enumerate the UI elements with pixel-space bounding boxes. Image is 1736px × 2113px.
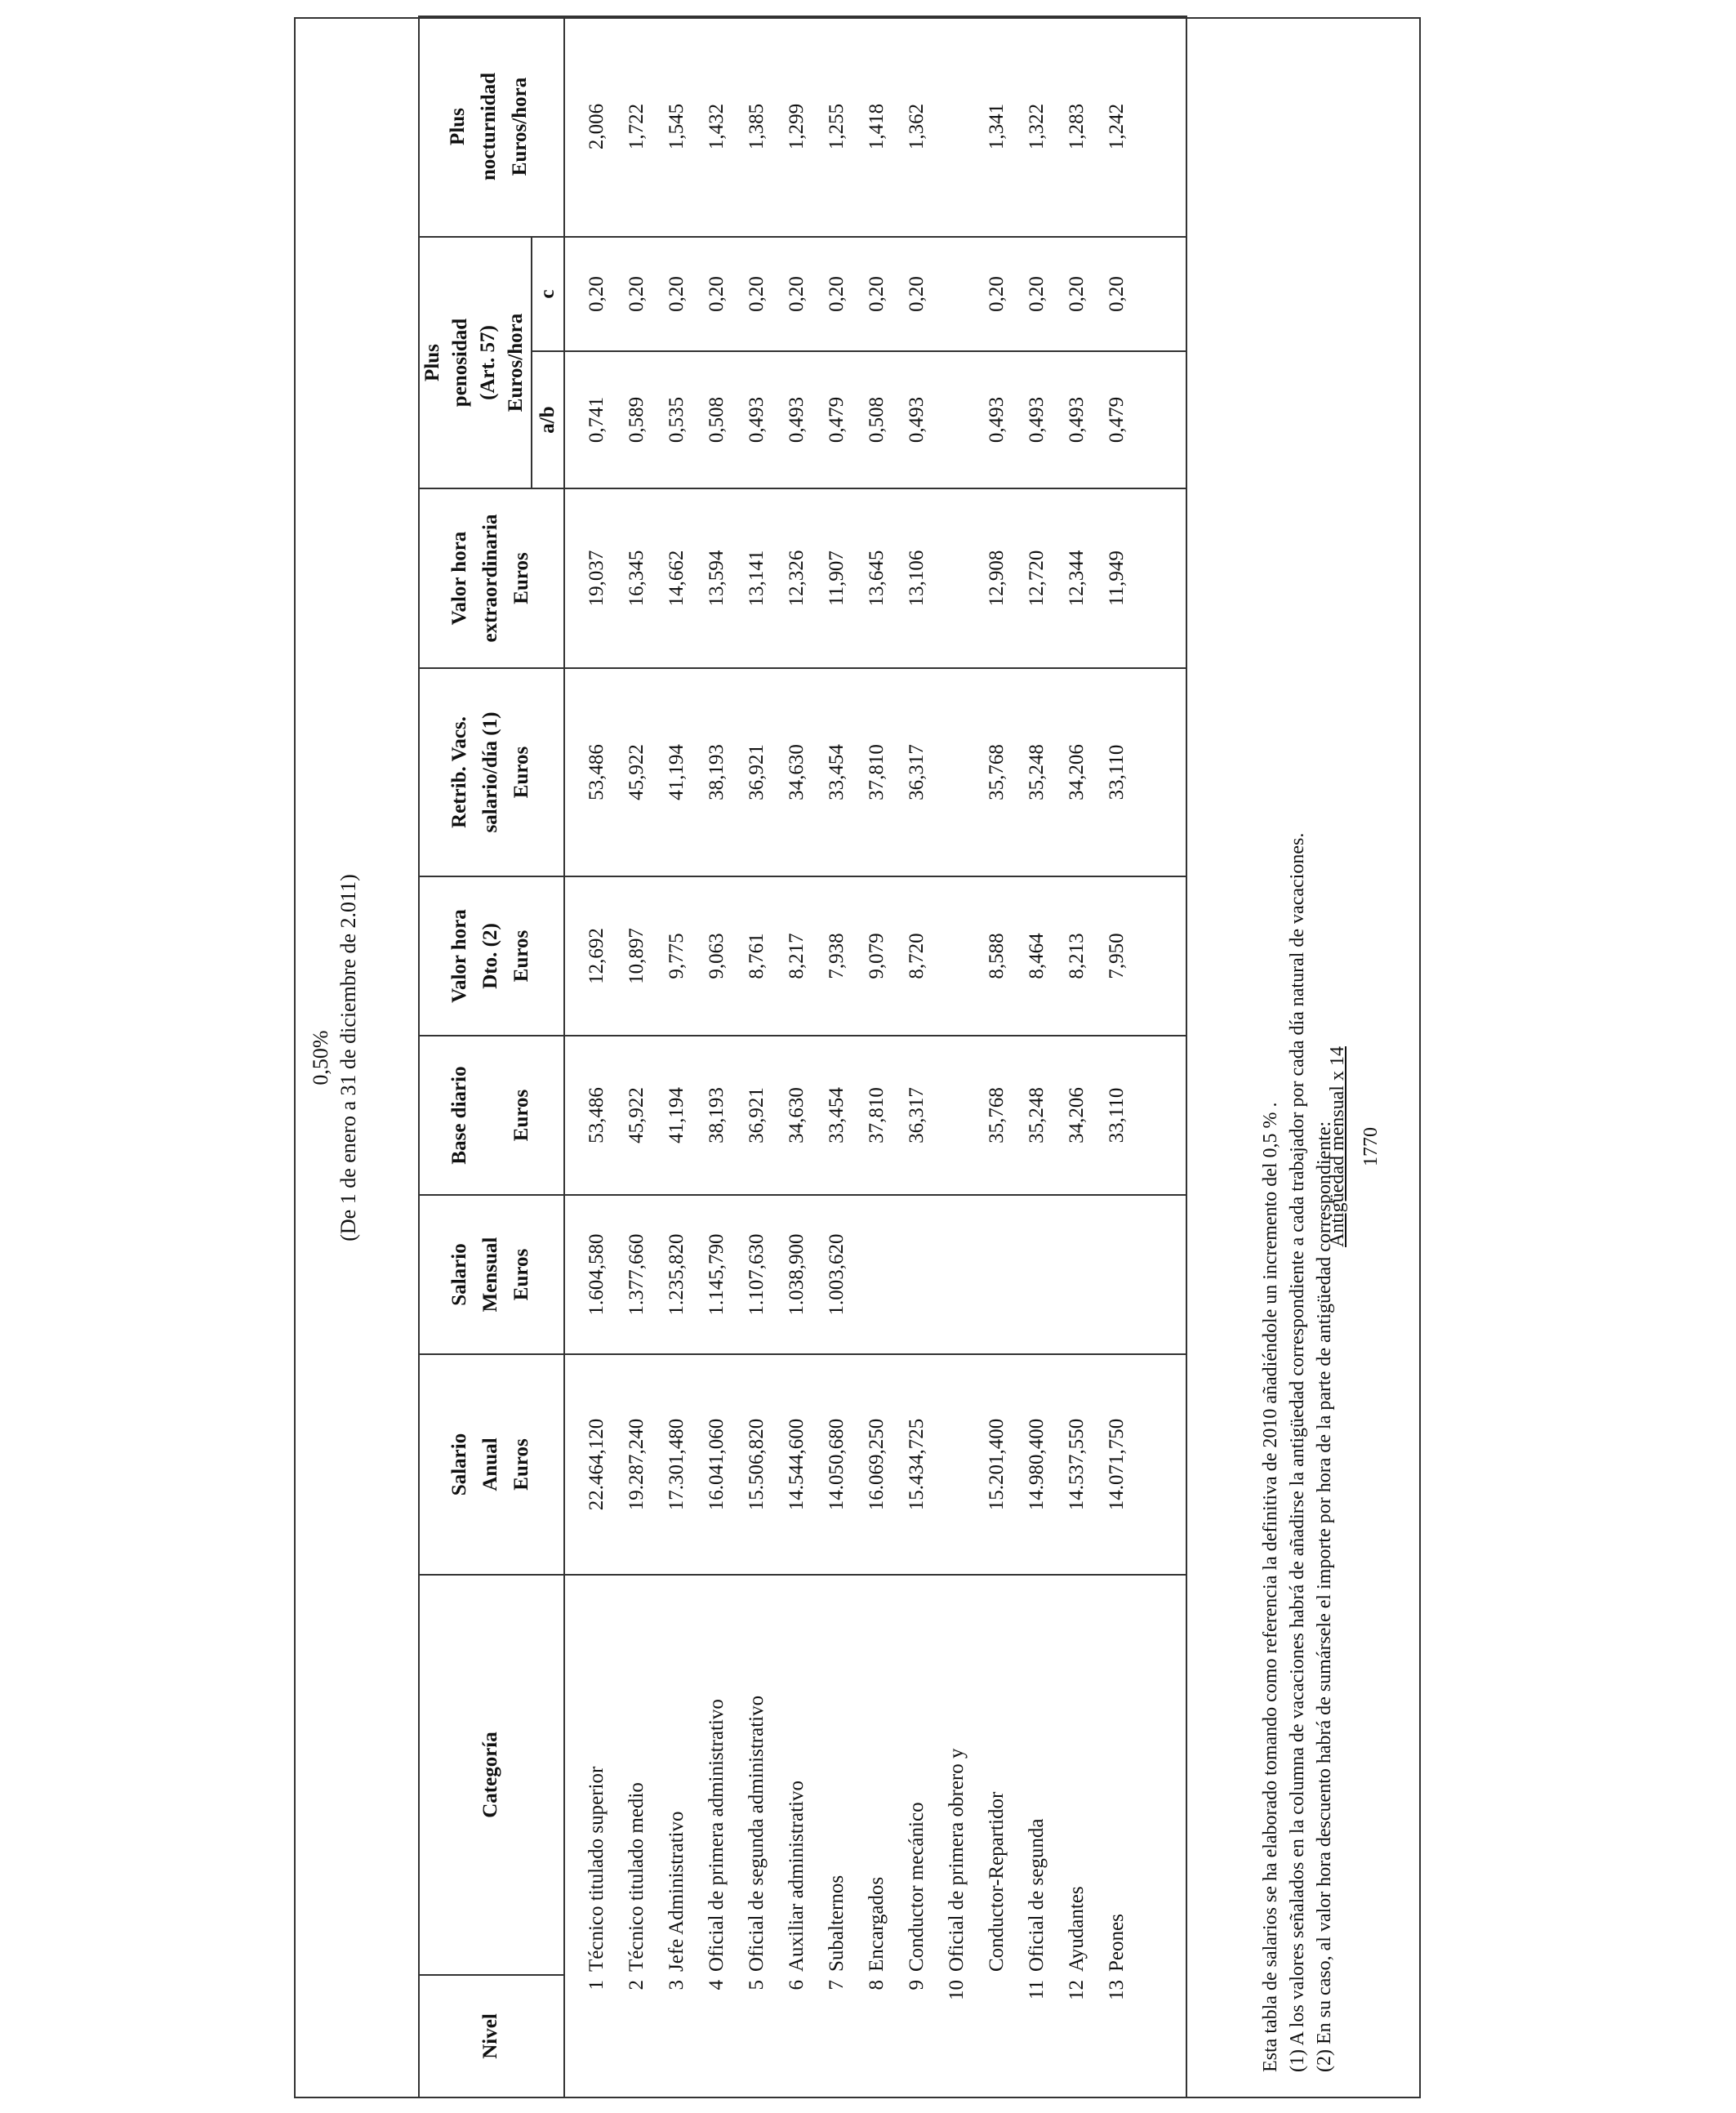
table-row	[777, 16, 817, 2097]
vacs-cell: 33,110	[1097, 668, 1137, 876]
categoria-cell: Auxiliar administrativo	[777, 1575, 817, 1975]
nivel-cell: 9	[897, 1975, 937, 2097]
ab-cell: 0,479	[817, 351, 857, 488]
c-cell: 0,20	[1017, 237, 1057, 351]
dto-cell: 9,775	[657, 876, 697, 1036]
vacs-cell: 45,922	[617, 668, 657, 876]
table-row	[657, 16, 697, 2097]
noct-cell: 1,341	[977, 16, 1017, 237]
vacs-cell: 38,193	[697, 668, 737, 876]
mensual-cell: 1.604,580	[564, 1195, 617, 1354]
vacs-cell: 41,194	[657, 668, 697, 876]
dto-cell: 8,213	[1057, 876, 1097, 1036]
table-row	[564, 16, 617, 2097]
anual-cell: 17.301,480	[657, 1354, 697, 1575]
mensual-cell	[897, 1195, 937, 1354]
col-penosidad-c: c	[532, 237, 564, 351]
categoria-cell: Jefe Administrativo	[657, 1575, 697, 1975]
noct-cell: 1,242	[1097, 16, 1137, 237]
anual-cell: 19.287,240	[617, 1354, 657, 1575]
c-cell: 0,20	[897, 237, 937, 351]
extra-cell: 12,326	[777, 488, 817, 668]
mensual-cell	[1017, 1195, 1057, 1354]
nivel-cell	[977, 1975, 1017, 2097]
c-cell: 0,20	[657, 237, 697, 351]
extra-cell: 13,594	[697, 488, 737, 668]
nivel-cell: 1	[564, 1975, 617, 2097]
formula-numerator: Antigüedad mensual x 14	[1327, 1046, 1348, 1247]
anual-cell: 14.050,680	[817, 1354, 857, 1575]
table-row	[737, 16, 777, 2097]
note-intro: Esta tabla de salarios se ha elaborado tomando como referencia la definitiva de 2010 añadiéndole un incremento del 0,5 % .	[1260, 1102, 1281, 2072]
ab-cell: 0,589	[617, 351, 657, 488]
antiguedad-formula	[1324, 1046, 1385, 1247]
vacs-cell: 37,810	[857, 668, 897, 876]
base-cell: 53,486	[564, 1036, 617, 1195]
base-cell: 41,194	[657, 1036, 697, 1195]
dto-cell: 12,692	[564, 876, 617, 1036]
anual-cell: 14.537,550	[1057, 1354, 1097, 1575]
nivel-cell: 6	[777, 1975, 817, 2097]
col-categoria: Categoría	[418, 1575, 564, 1975]
col-salario-anual: Salario Anual Euros	[418, 1354, 564, 1575]
vacs-cell: 34,630	[777, 668, 817, 876]
dto-cell: 8,217	[777, 876, 817, 1036]
col-retrib-vacs: Retrib. Vacs. salario/día (1) Euros	[418, 668, 564, 876]
table-header	[294, 17, 421, 2098]
vacs-cell: 35,768	[977, 668, 1017, 876]
categoria-cell: Peones	[1097, 1575, 1137, 1975]
column-header-row	[418, 16, 532, 2097]
ab-cell: 0,535	[657, 351, 697, 488]
base-cell: 36,921	[737, 1036, 777, 1195]
nivel-cell: 4	[697, 1975, 737, 2097]
col-valor-hora-dto: Valor hora Dto. (2) Euros	[418, 876, 564, 1036]
vacs-cell	[937, 668, 977, 876]
anual-cell: 14.980,400	[1017, 1354, 1057, 1575]
table-row	[617, 16, 657, 2097]
ab-cell	[937, 351, 977, 488]
base-cell	[937, 1036, 977, 1195]
anual-cell: 16.069,250	[857, 1354, 897, 1575]
anual-cell: 14.544,600	[777, 1354, 817, 1575]
mensual-cell: 1.145,790	[697, 1195, 737, 1354]
table-notes	[1257, 47, 1382, 2072]
mensual-cell	[1057, 1195, 1097, 1354]
mensual-cell: 1.003,620	[817, 1195, 857, 1354]
ab-cell: 0,493	[737, 351, 777, 488]
noct-cell: 1,255	[817, 16, 857, 237]
ab-cell: 0,493	[977, 351, 1017, 488]
ab-cell: 0,508	[857, 351, 897, 488]
dto-cell	[937, 876, 977, 1036]
noct-cell: 2,006	[564, 16, 617, 237]
noct-cell: 1,722	[617, 16, 657, 237]
dto-cell: 8,720	[897, 876, 937, 1036]
anual-cell: 16.041,060	[697, 1354, 737, 1575]
table-row	[817, 16, 857, 2097]
c-cell: 0,20	[617, 237, 657, 351]
table-row	[977, 16, 1017, 2097]
nivel-cell: 8	[857, 1975, 897, 2097]
categoria-cell: Técnico titulado superior	[564, 1575, 617, 1975]
dto-cell: 10,897	[617, 876, 657, 1036]
base-cell: 36,317	[897, 1036, 937, 1195]
base-cell: 34,630	[777, 1036, 817, 1195]
nivel-cell: 3	[657, 1975, 697, 2097]
categoria-cell: Subalternos	[817, 1575, 857, 1975]
noct-cell: 1,418	[857, 16, 897, 237]
dto-cell: 9,079	[857, 876, 897, 1036]
base-cell: 45,922	[617, 1036, 657, 1195]
extra-cell	[937, 488, 977, 668]
categoria-cell: Conductor-Repartidor	[977, 1575, 1017, 1975]
noct-cell: 1,385	[737, 16, 777, 237]
base-cell: 33,110	[1097, 1036, 1137, 1195]
ab-cell: 0,493	[1017, 351, 1057, 488]
ab-cell: 0,508	[697, 351, 737, 488]
col-salario-mensual: Salario Mensual Euros	[418, 1195, 564, 1354]
table-row	[1057, 16, 1097, 2097]
extra-cell: 12,720	[1017, 488, 1057, 668]
col-base-diario: Base diario Euros	[418, 1036, 564, 1195]
extra-cell: 13,106	[897, 488, 937, 668]
nivel-cell: 10	[937, 1975, 977, 2097]
mensual-cell: 1.107,630	[737, 1195, 777, 1354]
categoria-cell: Técnico titulado medio	[617, 1575, 657, 1975]
mensual-cell	[857, 1195, 897, 1354]
mensual-cell: 1.038,900	[777, 1195, 817, 1354]
nivel-cell: 2	[617, 1975, 657, 2097]
c-cell: 0,20	[817, 237, 857, 351]
c-cell	[937, 237, 977, 351]
ab-cell: 0,479	[1097, 351, 1137, 488]
anual-cell: 14.071,750	[1097, 1354, 1137, 1575]
dto-cell: 8,464	[1017, 876, 1057, 1036]
c-cell: 0,20	[857, 237, 897, 351]
mensual-cell: 1.235,820	[657, 1195, 697, 1354]
col-plus-penosidad: Plus penosidad (Art. 57) Euros/hora	[418, 237, 532, 488]
noct-cell	[937, 16, 977, 237]
table-row	[937, 16, 977, 2097]
vacs-cell: 33,454	[817, 668, 857, 876]
vacs-cell: 34,206	[1057, 668, 1097, 876]
base-cell: 33,454	[817, 1036, 857, 1195]
period-caption: (De 1 de enero a 31 de diciembre de 2.011)	[336, 874, 360, 1241]
c-cell: 0,20	[697, 237, 737, 351]
noct-cell: 1,299	[777, 16, 817, 237]
dto-cell: 8,588	[977, 876, 1017, 1036]
categoria-cell: Encargados	[857, 1575, 897, 1975]
categoria-cell: Oficial de segunda	[1017, 1575, 1057, 1975]
table-row	[697, 16, 737, 2097]
c-cell: 0,20	[564, 237, 617, 351]
categoria-cell: Conductor mecánico	[897, 1575, 937, 1975]
table-row	[1017, 16, 1057, 2097]
anual-cell: 22.464,120	[564, 1354, 617, 1575]
noct-cell: 1,283	[1057, 16, 1097, 237]
extra-cell: 11,907	[817, 488, 857, 668]
salary-table	[418, 16, 1187, 2098]
categoria-cell: Oficial de primera administrativo	[697, 1575, 737, 1975]
col-plus-nocturnidad: Plus nocturnidad Euros/hora	[418, 16, 564, 237]
mensual-cell	[1097, 1195, 1137, 1354]
mensual-cell: 1.377,660	[617, 1195, 657, 1354]
c-cell: 0,20	[737, 237, 777, 351]
noct-cell: 1,322	[1017, 16, 1057, 237]
base-cell: 34,206	[1057, 1036, 1097, 1195]
table-body	[564, 16, 1186, 2097]
c-cell: 0,20	[1057, 237, 1097, 351]
ab-cell: 0,493	[897, 351, 937, 488]
table-row	[897, 16, 937, 2097]
increment-percent: 0,50%	[309, 1030, 332, 1085]
extra-cell: 12,908	[977, 488, 1017, 668]
nivel-cell: 5	[737, 1975, 777, 2097]
anual-cell: 15.506,820	[737, 1354, 777, 1575]
formula-denominator: 1770	[1360, 1127, 1382, 1167]
nivel-cell: 12	[1057, 1975, 1097, 2097]
dto-cell: 8,761	[737, 876, 777, 1036]
nivel-cell: 13	[1097, 1975, 1137, 2097]
extra-cell: 12,344	[1057, 488, 1097, 668]
categoria-cell: Ayudantes	[1057, 1575, 1097, 1975]
vacs-cell: 35,248	[1017, 668, 1057, 876]
col-nivel: Nivel	[418, 1975, 564, 2097]
mensual-cell	[937, 1195, 977, 1354]
categoria-cell: Oficial de segunda administrativo	[737, 1575, 777, 1975]
ab-cell: 0,493	[777, 351, 817, 488]
extra-cell: 19,037	[564, 488, 617, 668]
anual-cell	[937, 1354, 977, 1575]
table-row	[857, 16, 897, 2097]
c-cell: 0,20	[977, 237, 1017, 351]
vacs-cell: 36,921	[737, 668, 777, 876]
base-cell: 37,810	[857, 1036, 897, 1195]
col-penosidad-ab: a/b	[532, 351, 564, 488]
c-cell: 0,20	[777, 237, 817, 351]
dto-cell: 7,950	[1097, 876, 1137, 1036]
vacs-cell: 53,486	[564, 668, 617, 876]
nivel-cell: 7	[817, 1975, 857, 2097]
ab-cell: 0,493	[1057, 351, 1097, 488]
nivel-cell: 11	[1017, 1975, 1057, 2097]
noct-cell: 1,545	[657, 16, 697, 237]
col-valor-hora-extra: Valor hora extraordinaria Euros	[418, 488, 564, 668]
mensual-cell	[977, 1195, 1017, 1354]
ab-cell: 0,741	[564, 351, 617, 488]
spacer-row	[1137, 16, 1186, 2097]
base-cell: 35,248	[1017, 1036, 1057, 1195]
categoria-cell: Oficial de primera obrero y	[937, 1575, 977, 1975]
base-cell: 35,768	[977, 1036, 1017, 1195]
note-1: (1) A los valores señalados en la columna de vacaciones habrá de añadirse la antigüedad correspondiente a cada trabajador por cada día natural de vacaciones.	[1287, 832, 1308, 2072]
base-cell: 38,193	[697, 1036, 737, 1195]
table-row	[1097, 16, 1137, 2097]
vacs-cell: 36,317	[897, 668, 937, 876]
c-cell: 0,20	[1097, 237, 1137, 351]
extra-cell: 13,645	[857, 488, 897, 668]
extra-cell: 14,662	[657, 488, 697, 668]
anual-cell: 15.434,725	[897, 1354, 937, 1575]
noct-cell: 1,432	[697, 16, 737, 237]
dto-cell: 7,938	[817, 876, 857, 1036]
note-2: (2) En su caso, al valor hora descuento habrá de sumársele el importe por hora de la parte de antigüedad correspondiente:	[1314, 1121, 1335, 2072]
extra-cell: 11,949	[1097, 488, 1137, 668]
noct-cell: 1,362	[897, 16, 937, 237]
extra-cell: 13,141	[737, 488, 777, 668]
anual-cell: 15.201,400	[977, 1354, 1017, 1575]
dto-cell: 9,063	[697, 876, 737, 1036]
extra-cell: 16,345	[617, 488, 657, 668]
